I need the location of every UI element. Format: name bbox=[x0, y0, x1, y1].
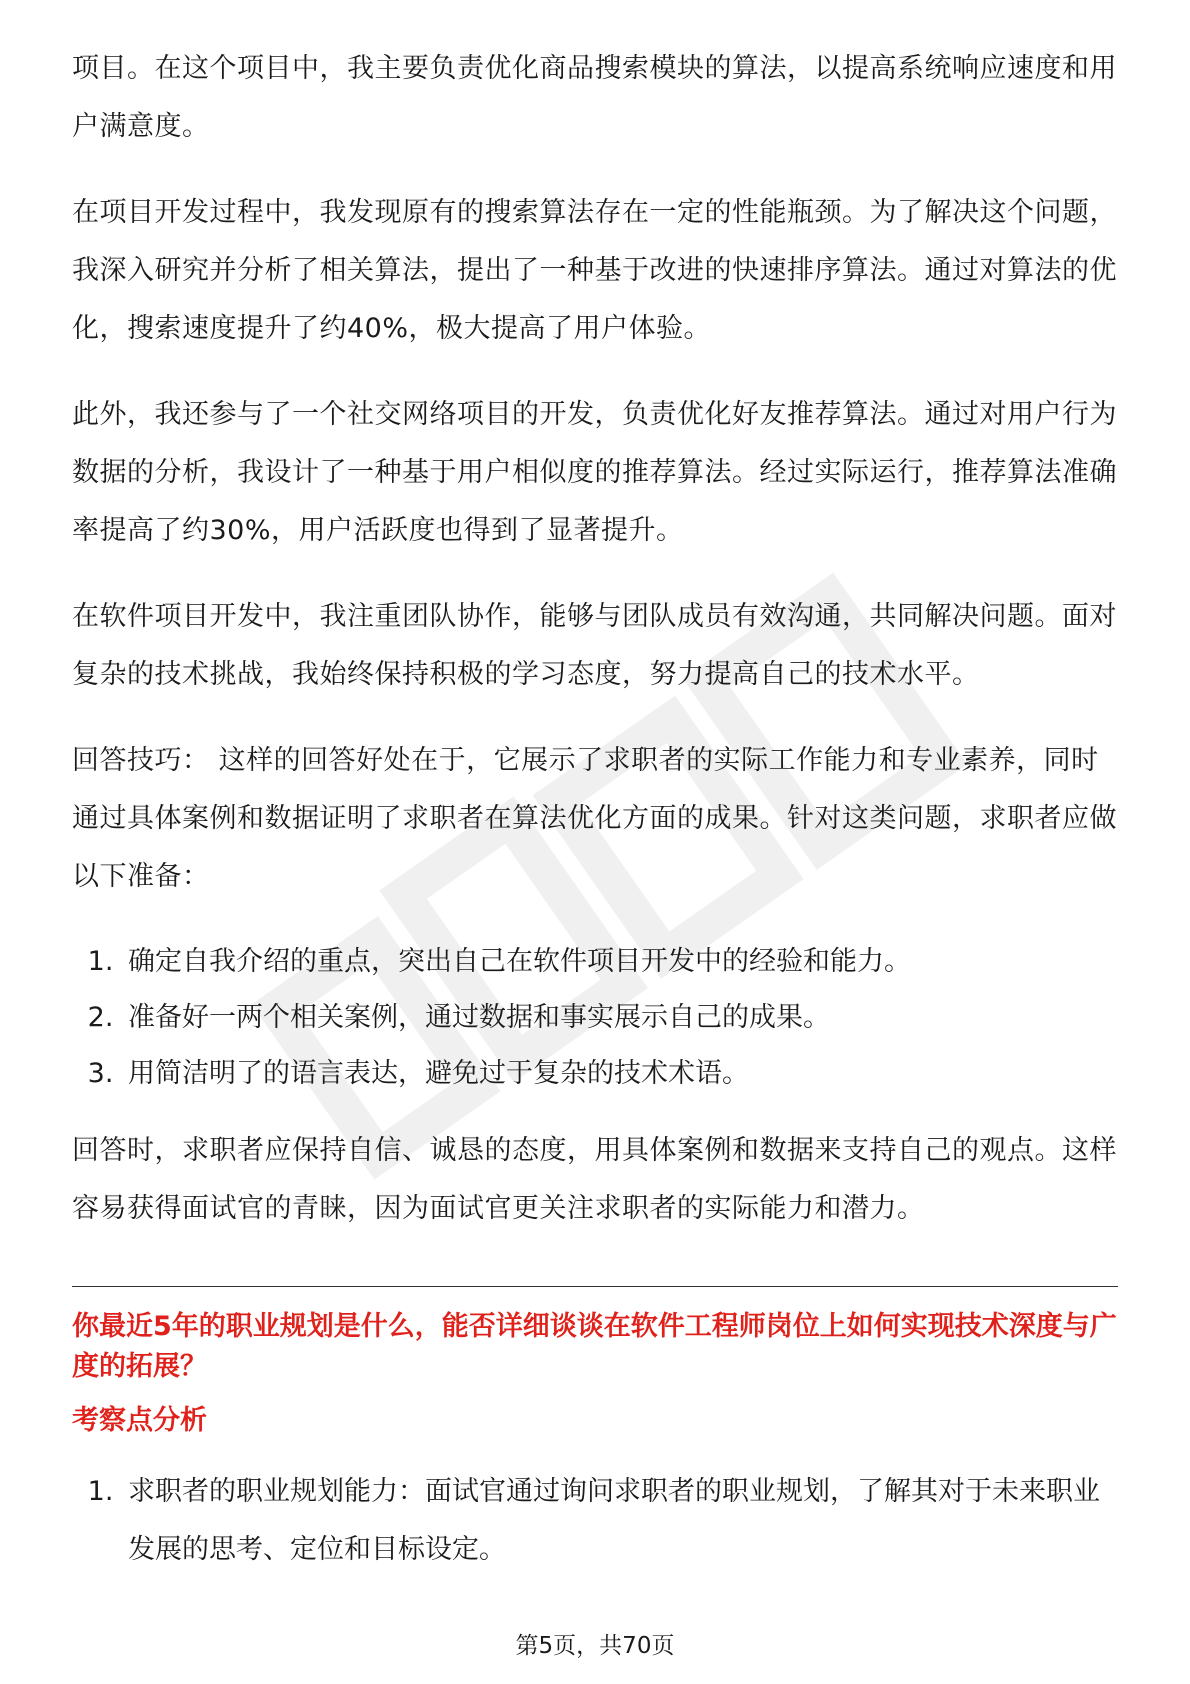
list-item: 2. 准备好一两个相关案例，通过数据和事实展示自己的成果。 bbox=[122, 990, 1118, 1046]
paragraph-answer-tips: 回答技巧： 这样的回答好处在于，它展示了求职者的实际工作能力和专业素养，同时通过具体案例和数据证明了求职者在算法优化方面的成果。针对这类问题，求职者应做以下准备： bbox=[72, 745, 1117, 892]
main-content bbox=[72, 40, 1118, 1579]
page-footer: 第5页，共70页 bbox=[515, 1633, 675, 1659]
list-item: 1. 确定自我介绍的重点，突出自己在软件项目开发中的经验和能力。 bbox=[122, 934, 1118, 990]
tips-list bbox=[72, 934, 1118, 1102]
paragraph-project-intro: 项目。在这个项目中，我主要负责优化商品搜索模块的算法，以提高系统响应速度和用户满意度。 bbox=[72, 53, 1117, 142]
analysis-heading: 考察点分析 bbox=[72, 1405, 207, 1436]
paragraph-closing: 回答时，求职者应保持自信、诚恳的态度，用具体案例和数据来支持自己的观点。这样容易获得面试官的青睐，因为面试官更关注求职者的实际能力和潜力。 bbox=[72, 1135, 1117, 1224]
analysis-list bbox=[72, 1463, 1118, 1579]
list-item: 3. 用简洁明了的语言表达，避免过于复杂的技术术语。 bbox=[122, 1046, 1118, 1102]
paragraph-teamwork: 在软件项目开发中，我注重团队协作，能够与团队成员有效沟通，共同解决问题。面对复杂的技术挑战，我始终保持积极的学习态度，努力提高自己的技术水平。 bbox=[72, 601, 1117, 690]
section-divider bbox=[72, 1286, 1118, 1287]
paragraph-search-optimization: 在项目开发过程中，我发现原有的搜索算法存在一定的性能瓶颈。为了解决这个问题，我深入研究并分析了相关算法，提出了一种基于改进的快速排序算法。通过对算法的优化，搜索速度提升了约40%，极大提高了用户体验。 bbox=[72, 197, 1117, 344]
paragraph-social-network: 此外，我还参与了一个社交网络项目的开发，负责优化好友推荐算法。通过对用户行为数据的分析，我设计了一种基于用户相似度的推荐算法。经过实际运行，推荐算法准确率提高了约30%，用户活跃度也得到了显著提升。 bbox=[72, 399, 1117, 546]
list-item: 1. 求职者的职业规划能力：面试官通过询问求职者的职业规划，了解其对于未来职业发展的思考、定位和目标设定。 bbox=[122, 1463, 1118, 1579]
question-heading: 你最近5年的职业规划是什么，能否详细谈谈在软件工程师岗位上如何实现技术深度与广度的拓展？ bbox=[72, 1311, 1117, 1382]
